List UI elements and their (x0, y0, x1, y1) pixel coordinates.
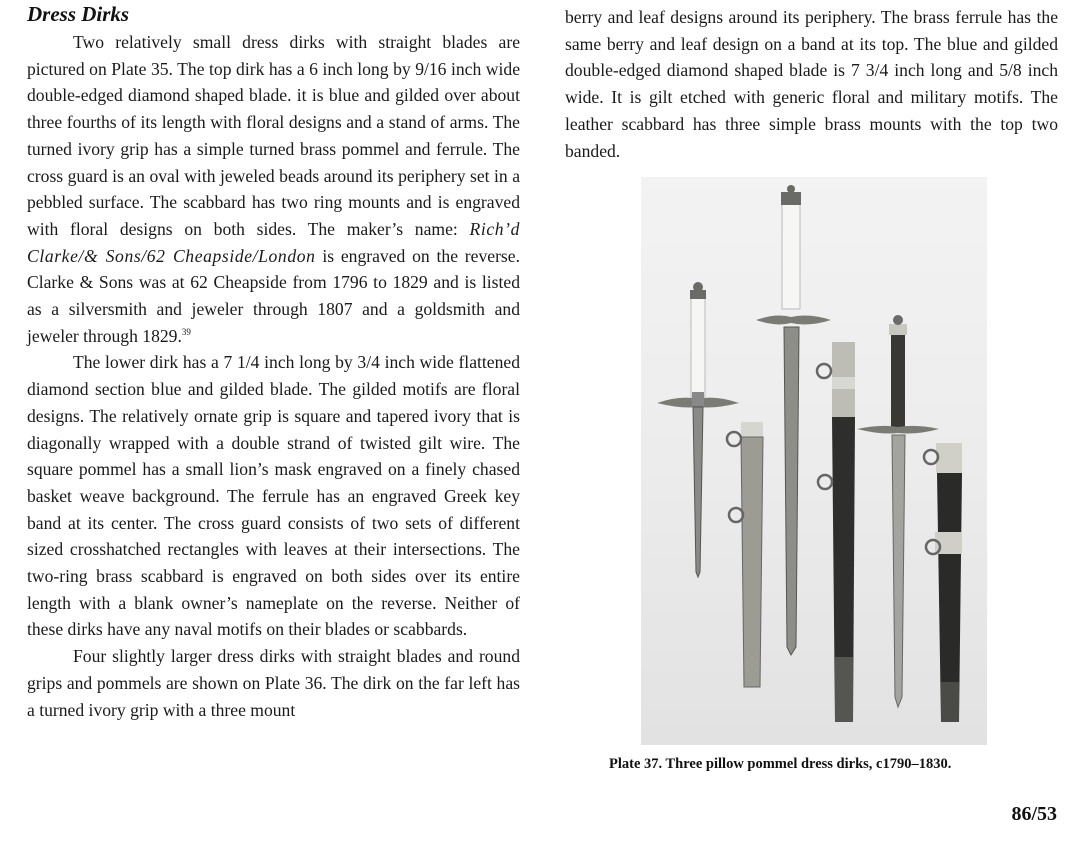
plate-37-photo (641, 177, 987, 745)
paragraph-2: The lower dirk has a 7 1/4 inch long by 3/4 inch wide flattened diamond section blue and gilded blade. The gilded motifs are floral designs. The relatively ornate grip is square and tapered ivory that is diagonally wrapped with a double strand of twisted gilt wire. The square pommel has a small lion’s mask engraved on a finely chased basket weave background. The ferrule has an engraved Greek key band at its center. The cross guard consists of two sets of different sized crosshatched rectangles with leaves at their intersections. The two-ring brass scabbard is engraved on both sides over its entire length with a blank owner’s nameplate on the reverse. Neither of these dirks have any naval motifs on their blades or scabbards. (27, 352, 520, 640)
figure-caption: Plate 37. Three pillow pommel dress dirks, c1790–1830. (609, 756, 952, 772)
right-column (565, 4, 1058, 164)
dirks-photo-illustration (641, 177, 987, 745)
paragraph-continued: berry and leaf designs around its periphery. The brass ferrule has the same berry and leaf design on a band at its top. The blue and gilded double-edged diamond shaped blade is 7 3/4 inch long and 5/8 inch wide. It is gilt etched with generic floral and military motifs. The leather scabbard has three simple brass mounts with the top two banded. (565, 7, 1058, 161)
left-column (27, 0, 520, 723)
section-heading: Dress Dirks (27, 2, 130, 26)
paragraph-3: Four slightly larger dress dirks with straight blades and round grips and pommels are shown on Plate 36. The dirk on the far left has a turned ivory grip with a three mount (27, 646, 520, 720)
maker-name: Rich’d Clarke/& Sons/62 Cheapside/London (27, 218, 520, 266)
footnote-ref[interactable]: 39 (181, 326, 191, 337)
paragraph-1: Two relatively small dress dirks with straight blades are pictured on Plate 35. The top dirk has a 6 inch long by 9/16 inch wide double-edged diamond shaped blade. it is blue and gilded over about three fourths of its length with floral designs and a stand of arms. The turned ivory grip has a simple turned brass pommel and ferrule. The cross guard is an oval with jeweled beads around its periphery set in a pebbled surface. The scabbard has two ring mounts and is engraved with floral designs on both sides. The maker’s name: Rich’d Clarke/& Sons/62 Cheapside/London is engraved on the reverse. Clarke & Sons was at 62 Cheapside from 1796 to 1829 and is listed as a silversmith and jeweler through 1807 and a goldsmith and jeweler through 1829.39 (27, 32, 520, 346)
page-number: 86/53 (1011, 803, 1057, 825)
